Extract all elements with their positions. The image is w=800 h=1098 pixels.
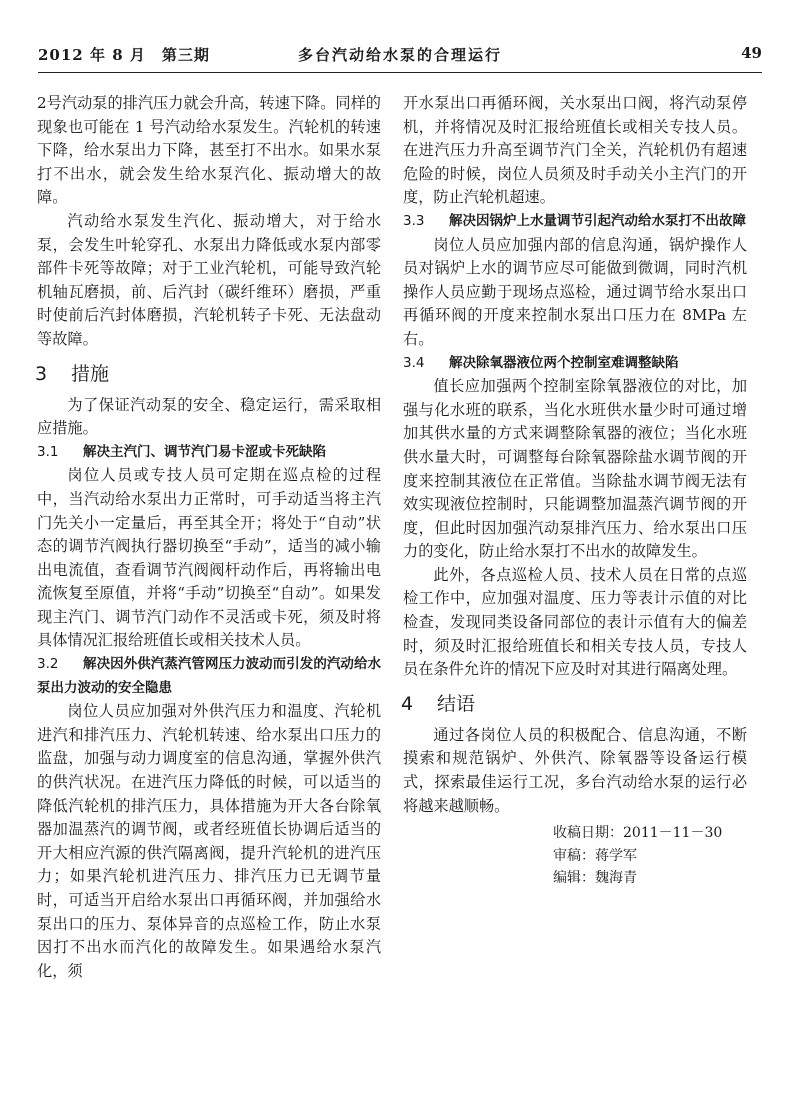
subsection-heading-3-4 <box>403 352 747 376</box>
reviewer: 审稿：蒋学军 <box>553 847 637 864</box>
subsection-heading-3-1 <box>37 441 381 465</box>
paragraph: 开水泵出口再循环阀，关水泵出口阀，将汽动泵停机，并将情况及时汇报给班值长或相关专技人员。在进汽压力升高至调节汽门全关，汽轮机仍有超速危险的时候，岗位人员须及时手动关小主汽门的开度，防止汽轮机超速。 <box>403 94 747 207</box>
received-date: 收稿日期：2011－11－30 <box>553 825 723 842</box>
subsection-heading-3-2 <box>37 653 381 700</box>
subsection-heading-3-3 <box>403 210 747 234</box>
section-number: 4 <box>401 692 414 715</box>
subsection-title: 解决除氧器液位两个控制室难调整缺陷 <box>449 354 679 371</box>
section-number: 3 <box>35 362 48 385</box>
paragraph: 此外，各点巡检人员、技术人员在日常的点巡检工作中，应加强对温度、压力等表计示值的对比检查，发现同类设备同部位的表计示值有大的偏差时，须及时汇报给班值长和相关专技人员，专技人员在条件允许的情况下应及时对其进行隔离处理。 <box>403 565 747 679</box>
editor: 编辑：魏海青 <box>553 870 637 887</box>
paragraph: 2号汽动泵的排汽压力就会升高，转速下降。同样的现象也可能在 1 号汽动给水泵发生。汽轮机的转速下降，给水泵出力下降，甚至打不出水。如果水泵打不出水，就会发生给水泵汽化、振动增大的故障。 <box>37 94 381 207</box>
paragraph: 为了保证汽动泵的安全、稳定运行，需采取相应措施。 <box>37 395 381 438</box>
header-rule <box>38 72 762 73</box>
section-heading-3 <box>35 354 381 394</box>
paragraph: 岗位人员或专技人员可定期在巡点检的过程中，当汽动给水泵出力正常时，可手动适当将主汽门先关小一定量后，再至其全开；将处于“自动”状态的调节汽阀执行器切换至“手动”，适当的减小输出电流值，查看调节汽阀阀杆动作后，再将输出电流恢复至原值，并将“手动”切换至“自动”。如果发现主汽门、调节汽门动作不灵活或卡死，须及时将具体情况汇报给班值长或相关技术人员。 <box>37 466 381 650</box>
paragraph: 通过各岗位人员的积极配合、信息沟通，不断摸索和规范锅炉、外供汽、除氧器等设备运行模式，探索最佳运行工况，多台汽动给水泵的运行必将越来越顺畅。 <box>403 725 747 815</box>
subsection-number: 3.4 <box>403 354 425 371</box>
subsection-number: 3.2 <box>37 656 59 673</box>
paragraph: 岗位人员应加强内部的信息沟通，锅炉操作人员对锅炉上水的调节应尽可能做到微调，同时汽机操作人员应勤于现场点巡检，通过调节给水泵出口再循环阀的开度来控制水泵出口压力在 8MPa 左右。 <box>403 235 747 348</box>
running-title: 多台汽动给水泵的合理运行 <box>297 46 502 64</box>
left-column <box>37 92 381 983</box>
subsection-number: 3.1 <box>37 443 59 460</box>
subsection-number: 3.3 <box>403 212 425 229</box>
page-header <box>38 44 762 70</box>
paragraph: 岗位人员应加强对外供汽压力和温度、汽轮机进汽和排汽压力、汽轮机转速、给水泵出口压力的监盘，加强与动力调度室的信息沟通，掌握外供汽的供汽状况。在进汽压力降低的时候，可以适当的降低汽轮机的排汽压力，具体措施为开大各台除氧器加温蒸汽的调节阀，或者经班值长协调后适当的开大相应汽源的供汽隔离阀，提升汽轮机的进汽压力；如果汽轮机进汽压力、排汽压力已无调节量时，可适当开启给水泵出口再循环阀，并加强给水泵出口的压力、泵体异音的点巡检工作，防止水泵因打不出水而汽化的故障发生。如果遇给水泵汽化，须 <box>37 702 381 980</box>
issue-date: 2012 年 8 月 第三期 <box>38 46 210 64</box>
subsection-title: 解决主汽门、调节汽门易卡涩或卡死缺陷 <box>83 443 326 460</box>
subsection-title: 解决因外供汽蒸汽管网压力波动而引发的汽动给水泵出力波动的安全隐患 <box>37 656 381 696</box>
paragraph: 汽动给水泵发生汽化、振动增大，对于给水泵，会发生叶轮穿孔、水泵出力降低或水泵内部零部件卡死等故障；对于工业汽轮机，可能导致汽轮机轴瓦磨损，前、后汽封（碳纤维环）磨损，严重时使前后汽封体磨损，汽轮机转子卡死、无法盘动等故障。 <box>37 211 381 348</box>
page-number: 49 <box>741 44 762 62</box>
subsection-title: 解决因锅炉上水量调节引起汽动给水泵打不出故障 <box>449 212 746 229</box>
section-title: 措施 <box>71 362 110 385</box>
paragraph: 值长应加强两个控制室除氧器液位的对比，加强与化水班的联系，当化水班供水量少时可通过增加其供水量的方式来调整除氧器的液位；当化水班供水量大时，可调整每台除氧器除盐水调节阀的开度来控制其液位在正常值。当除盐水调节阀无法有效实现液位控制时，只能调整加温蒸汽调节阀的开度，但此时因加强汽动泵排汽压力、给水泵出口压力的变化，防止给水泵打不出水的故障发生。 <box>403 377 747 561</box>
section-title: 结语 <box>437 692 476 715</box>
right-column <box>403 92 747 890</box>
article-meta <box>403 822 747 890</box>
section-heading-4 <box>401 684 747 724</box>
